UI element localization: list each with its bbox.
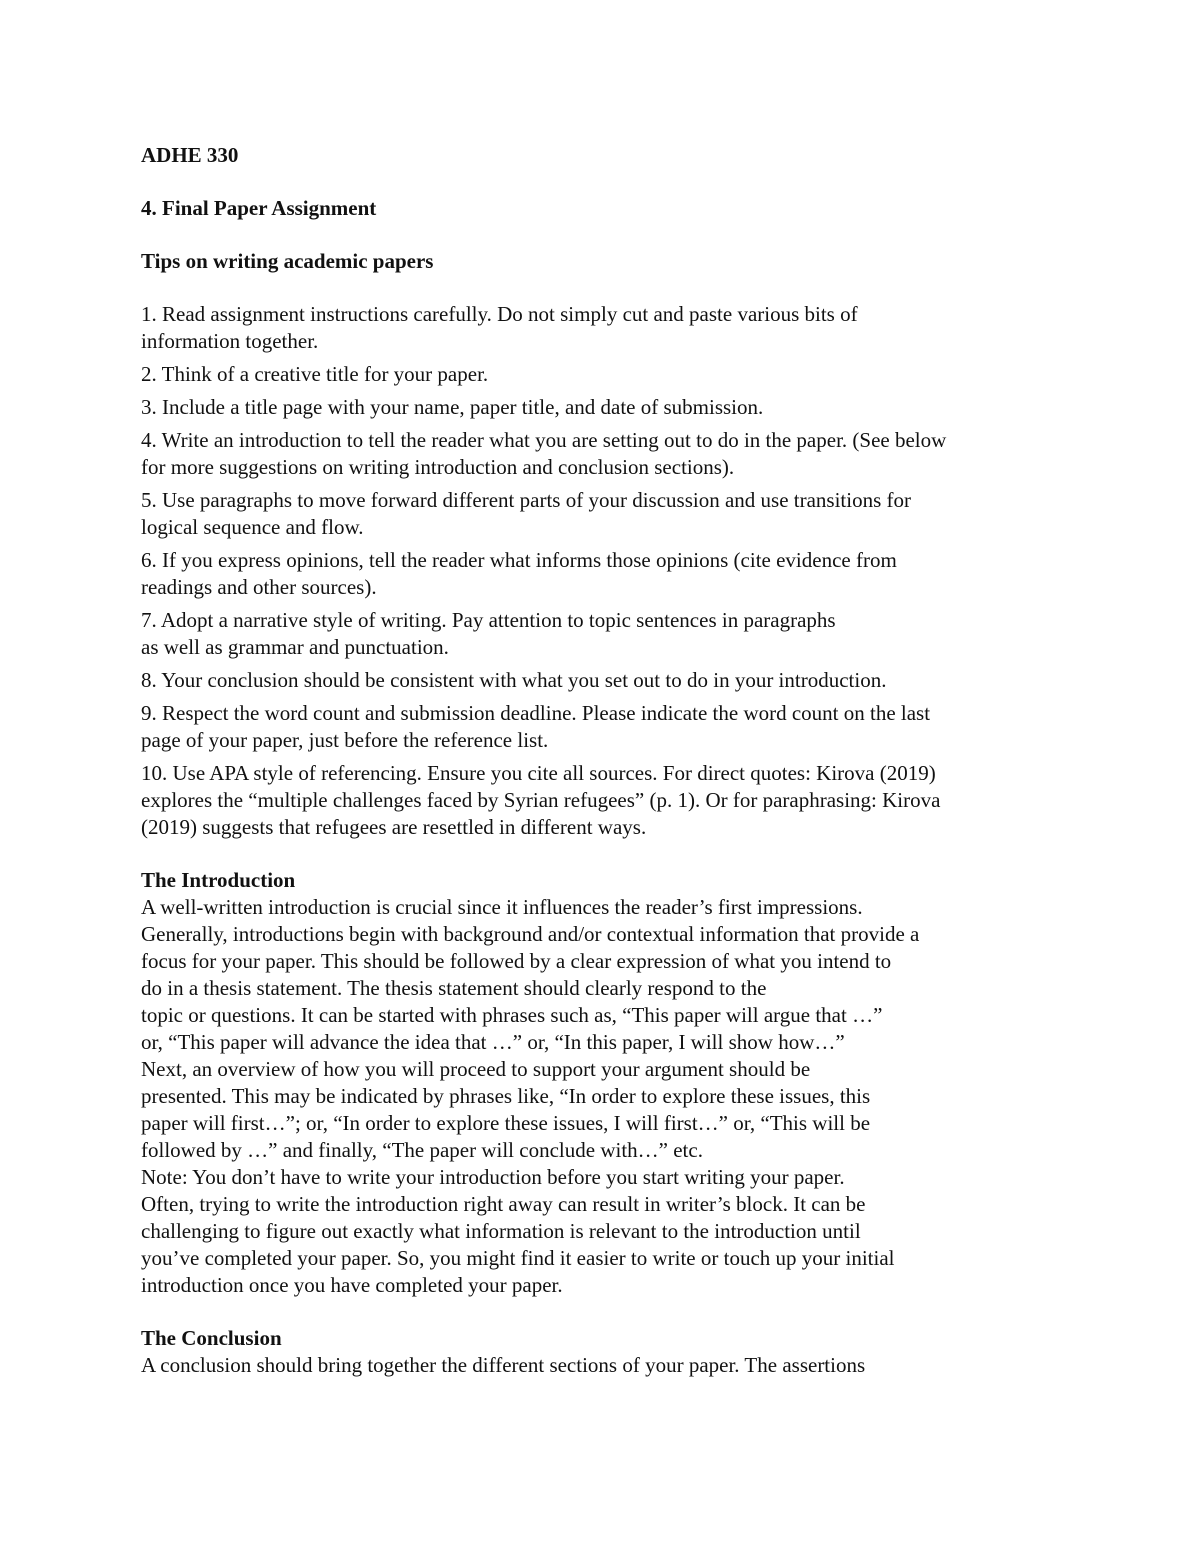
tip-line: readings and other sources). [141, 575, 377, 599]
paragraph-line: followed by …” and finally, “The paper will conclude with…” etc. [141, 1138, 703, 1162]
paragraph-line: do in a thesis statement. The thesis statement should clearly respond to the [141, 976, 767, 1000]
tip-line: 4. Write an introduction to tell the reader what you are setting out to do in the paper. (See below [141, 428, 947, 452]
tip-line: explores the “multiple challenges faced by Syrian refugees” (p. 1). Or for paraphrasing: Kirova [141, 788, 941, 812]
conclusion-section [141, 1325, 1061, 1379]
assignment-title: 4. Final Paper Assignment [141, 196, 377, 220]
paragraph-line: Note: You don’t have to write your introduction before you start writing your paper. [141, 1165, 845, 1189]
introduction-section [141, 867, 1061, 1299]
tip-line: 5. Use paragraphs to move forward different parts of your discussion and use transitions for [141, 488, 912, 512]
paragraph-line: challenging to figure out exactly what information is relevant to the introduction until [141, 1219, 861, 1243]
list-item [141, 667, 1061, 694]
course-code: ADHE 330 [141, 143, 239, 167]
tip-line: for more suggestions on writing introduction and conclusion sections). [141, 455, 735, 479]
list-item [141, 607, 1061, 661]
list-item [141, 547, 1061, 601]
list-item [141, 394, 1061, 421]
paragraph-line: Often, trying to write the introduction right away can result in writer’s block. It can be [141, 1192, 866, 1216]
tip-line: page of your paper, just before the reference list. [141, 728, 549, 752]
paragraph-line: paper will first…”; or, “In order to explore these issues, I will first…” or, “This will be [141, 1111, 871, 1135]
tip-line: as well as grammar and punctuation. [141, 635, 449, 659]
tip-line: 7. Adopt a narrative style of writing. Pay attention to topic sentences in paragraphs [141, 608, 836, 632]
paragraph-line: or, “This paper will advance the idea that …” or, “In this paper, I will show how…” [141, 1030, 845, 1054]
tip-line: 1. Read assignment instructions carefully. Do not simply cut and paste various bits of [141, 302, 858, 326]
paragraph-line: focus for your paper. This should be followed by a clear expression of what you intend to [141, 949, 892, 973]
tip-line: 6. If you express opinions, tell the reader what informs those opinions (cite evidence from [141, 548, 897, 572]
paragraph-line: topic or questions. It can be started with phrases such as, “This paper will argue that …” [141, 1003, 883, 1027]
list-item [141, 427, 1061, 481]
list-item [141, 700, 1061, 754]
paragraph-line: presented. This may be indicated by phrases like, “In order to explore these issues, this [141, 1084, 871, 1108]
tip-line: information together. [141, 329, 319, 353]
paragraph-line: you’ve completed your paper. So, you might find it easier to write or touch up your initial [141, 1246, 895, 1270]
tip-line: 3. Include a title page with your name, paper title, and date of submission. [141, 395, 764, 419]
document-content [141, 142, 1061, 1405]
tip-line: logical sequence and flow. [141, 515, 364, 539]
tip-line: (2019) suggests that refugees are resettled in different ways. [141, 815, 647, 839]
tips-heading: Tips on writing academic papers [141, 249, 434, 273]
list-item [141, 301, 1061, 355]
introduction-heading: The Introduction [141, 868, 296, 892]
paragraph-line: Generally, introductions begin with background and/or contextual information that provide a [141, 922, 920, 946]
tip-line: 8. Your conclusion should be consistent with what you set out to do in your introduction. [141, 668, 887, 692]
tip-line: 9. Respect the word count and submission deadline. Please indicate the word count on the last [141, 701, 931, 725]
tips-list [141, 301, 1061, 841]
list-item [141, 760, 1061, 841]
list-item [141, 487, 1061, 541]
paragraph-line: introduction once you have completed your paper. [141, 1273, 563, 1297]
conclusion-heading: The Conclusion [141, 1326, 282, 1350]
paragraph-line: A well-written introduction is crucial since it influences the reader’s first impressions. [141, 895, 863, 919]
paragraph-line: A conclusion should bring together the different sections of your paper. The assertions [141, 1353, 866, 1377]
list-item [141, 361, 1061, 388]
paragraph-line: Next, an overview of how you will proceed to support your argument should be [141, 1057, 811, 1081]
tip-line: 2. Think of a creative title for your paper. [141, 362, 489, 386]
tip-line: 10. Use APA style of referencing. Ensure you cite all sources. For direct quotes: Kirova (2019) [141, 761, 936, 785]
